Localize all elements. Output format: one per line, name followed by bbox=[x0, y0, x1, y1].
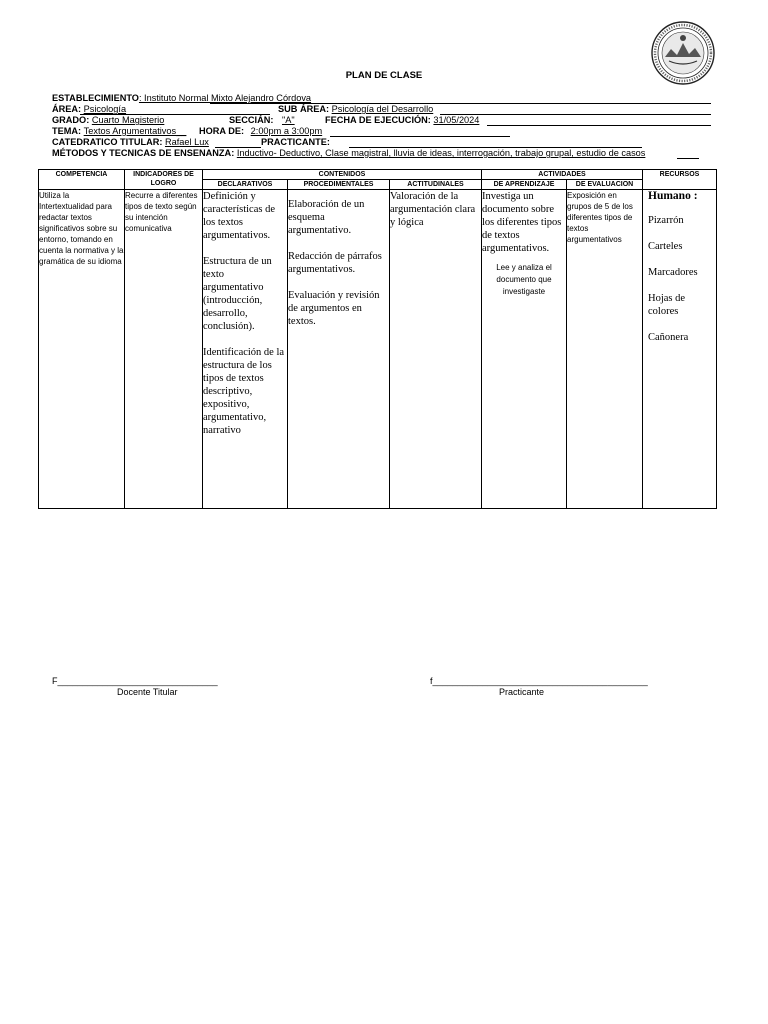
establecimiento-value: : Instituto Normal Mixto Alejandro Córdova bbox=[138, 93, 312, 103]
cell-actitudinales: Valoración de la argumentación clara y lógica bbox=[390, 190, 482, 509]
area-label: ÁREA bbox=[52, 104, 79, 114]
field-area: ÁREA: Psicología SUB ÁREA: Psicología del Desarrollo bbox=[52, 104, 434, 114]
field-metodos: MÉTODOS Y TECNICAS DE ENSENANZA: Inductivo- Deductivo, Clase magistral, lluvia de ideas, interrogación, trabajo grupal, estudio de casos bbox=[52, 148, 646, 158]
establecimiento-label: ESTABLECIMIENTO bbox=[52, 93, 139, 103]
declarativo-item: Definición y características de los textos argumentativos. bbox=[203, 191, 275, 241]
header-recursos: RECURSOS bbox=[643, 170, 717, 190]
recursos-title: Humano : bbox=[648, 190, 698, 202]
aprendizaje-text-2: Lee y analiza el documento que investigaste bbox=[496, 263, 552, 296]
header-declarativos: DECLARATIVOS bbox=[203, 180, 288, 190]
cell-procedimentales bbox=[288, 190, 390, 509]
lesson-plan-table bbox=[38, 169, 717, 509]
header-contenidos: CONTENIDOS bbox=[203, 170, 482, 180]
page-title: PLAN DE CLASE bbox=[345, 70, 423, 81]
header-aprendizaje: DE APRENDIZAJE bbox=[482, 180, 567, 190]
fecha-label: FECHA DE EJECUCIÓN bbox=[325, 115, 428, 125]
procedimental-item: Evaluación y revisión de argumentos en textos. bbox=[288, 290, 380, 327]
declarativo-item: Identificación de la estructura de los tipos de textos descriptivo, expositivo, argumentativo, narrativo bbox=[203, 347, 285, 436]
subarea-label: SUB ÁREA bbox=[278, 104, 326, 114]
recurso-item: Cañonera bbox=[648, 332, 689, 343]
seccion-value: "A" bbox=[281, 115, 295, 125]
underline-rule bbox=[677, 158, 699, 159]
header-actitudinales: ACTITUDINALES bbox=[390, 180, 482, 190]
signature-label-docente: Docente Titular bbox=[117, 687, 178, 697]
signature-line-docente: F________________________________ bbox=[52, 676, 218, 686]
signature-line-practicante: f___________________________________________ bbox=[430, 676, 648, 686]
procedimental-item: Redacción de párrafos argumentativos. bbox=[288, 251, 382, 275]
grado-label: GRADO bbox=[52, 115, 87, 125]
field-tema: TEMA: Textos Argumentativos__ HORA DE: 2:00pm a 3:00pm bbox=[52, 126, 323, 136]
cell-recursos bbox=[643, 190, 717, 509]
cell-indicador: Recurre a diferentes tipos de texto según su intención comunicativa bbox=[125, 190, 203, 509]
procedimental-item: Elaboración de un esquema argumentativo. bbox=[288, 199, 365, 236]
tema-value: Textos Argumentativos bbox=[83, 126, 177, 136]
fecha-value: 31/05/2024 bbox=[433, 115, 480, 125]
grado-value: Cuarto Magisterio bbox=[91, 115, 165, 125]
seccion-label: SECCIÁN bbox=[229, 115, 271, 125]
field-grado: GRADO: Cuarto Magisterio SECCIÁN: "A" FECHA DE EJECUCIÓN: 31/05/2024 bbox=[52, 115, 480, 125]
recurso-item: Marcadores bbox=[648, 267, 698, 278]
cell-aprendizaje bbox=[482, 190, 567, 509]
header-actividades: ACTIVIDADES bbox=[482, 170, 643, 180]
practicante-label: PRACTICANTE bbox=[261, 137, 327, 147]
declarativo-item: Estructura de un texto argumentativo (introducción, desarrollo, conclusión). bbox=[203, 256, 272, 332]
catedratico-value: Rafael Lux bbox=[164, 137, 209, 147]
subarea-value: Psicología del Desarrollo bbox=[331, 104, 434, 114]
hora-label: HORA DE bbox=[199, 126, 242, 136]
cell-competencia: Utiliza la Intertextualidad para redactar textos significativos sobre su entorno, tomando en cuenta la normativa y la gramática de su idioma bbox=[39, 190, 125, 509]
area-value: Psicología bbox=[83, 104, 127, 114]
cell-declarativos bbox=[203, 190, 288, 509]
field-catedratico: CATEDRATICO TITULAR: Rafael Lux PRACTICANTE: bbox=[52, 137, 330, 147]
recurso-item: Pizarrón bbox=[648, 215, 684, 226]
metodos-value: Inductivo- Deductivo, Clase magistral, lluvia de ideas, interrogación, trabajo grupal, estudio de casos bbox=[236, 148, 646, 158]
metodos-label: MÉTODOS Y TECNICAS DE ENSENANZA bbox=[52, 148, 232, 158]
header-evaluacion: DE EVALUACION bbox=[567, 180, 643, 190]
hora-value: 2:00pm a 3:00pm bbox=[250, 126, 323, 136]
tema-label: TEMA bbox=[52, 126, 79, 136]
header-procedimentales: PROCEDIMENTALES bbox=[288, 180, 390, 190]
header-competencia: COMPETENCIA bbox=[39, 170, 125, 190]
catedratico-label: CATEDRATICO TITULAR bbox=[52, 137, 160, 147]
aprendizaje-text: Investiga un documento sobre los diferentes tipos de textos argumentativos. bbox=[482, 191, 562, 254]
recurso-item: Hojas de colores bbox=[648, 293, 686, 317]
recurso-item: Carteles bbox=[648, 241, 683, 252]
signature-label-practicante: Practicante bbox=[499, 687, 545, 697]
header-indicadores: INDICADORES DE LOGRO bbox=[125, 170, 203, 190]
cell-evaluacion: Exposición en grupos de 5 de los diferentes tipos de textos argumentativos bbox=[567, 190, 643, 509]
